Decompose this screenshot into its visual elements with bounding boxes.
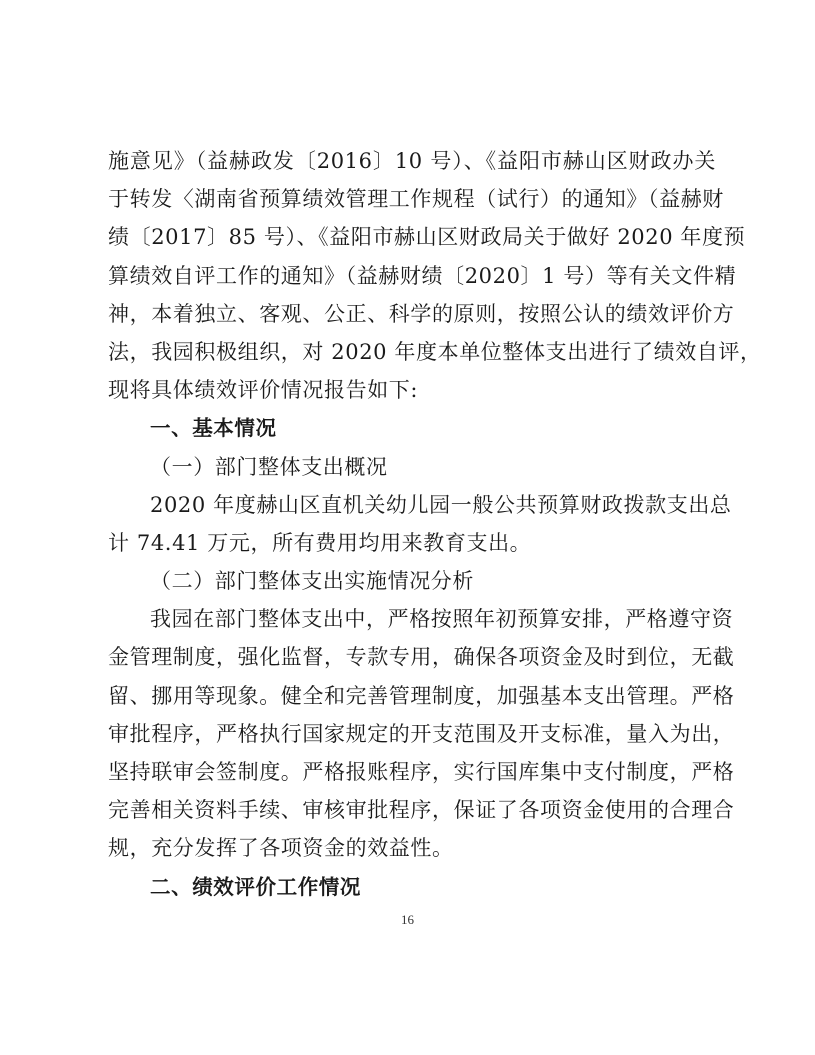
page-number: 16 — [401, 912, 414, 927]
paragraph-line: 坚持联审会签制度。严格报账程序，实行国库集中支付制度，严格 — [108, 760, 735, 784]
paragraph-line: 绩〔2017〕85 号）、《益阳市赫山区财政局关于做好 2020 年度预 — [108, 225, 746, 250]
paragraph-line: 完善相关资料手续、审核审批程序，保证了各项资金使用的合理合 — [108, 798, 735, 823]
paragraph-line: 我园在部门整体支出中，严格按照年初预算安排，严格遵守资 — [150, 607, 734, 632]
paragraph-line: 计 74.41 万元，所有费用均用来教育支出。 — [108, 530, 532, 555]
section-heading-basic-info: 一、基本情况 — [150, 416, 277, 441]
paragraph-line: 神，本着独立、客观、公正、科学的原则，按照公认的绩效评价方 — [108, 301, 735, 326]
paragraph-line: 现将具体绩效评价情况报告如下: — [108, 378, 419, 403]
paragraph-line: 于转发〈湖南省预算绩效管理工作规程（试行）的通知》（益赫财 — [108, 187, 724, 212]
subsection-heading-expenditure-overview: （一）部门整体支出概况 — [150, 454, 388, 479]
subsection-heading-implementation-analysis: （二）部门整体支出实施情况分析 — [150, 569, 474, 594]
paragraph-line: 2020 年度赫山区直机关幼儿园一般公共预算财政拨款支出总 — [150, 492, 732, 517]
paragraph-line: 金管理制度，强化监督，专款专用，确保各项资金及时到位，无截 — [108, 645, 735, 670]
paragraph-line: 规，充分发挥了各项资金的效益性。 — [108, 836, 454, 861]
paragraph-line: 算绩效自评工作的通知》（益赫财绩〔2020〕1 号）等有关文件精 — [108, 263, 737, 288]
paragraph-line: 留、挪用等现象。健全和完善管理制度，加强基本支出管理。严格 — [108, 683, 735, 708]
section-heading-evaluation-work: 二、绩效评价工作情况 — [150, 874, 361, 899]
paragraph-line: 法，我园积极组织，对 2020 年度本单位整体支出进行了绩效自评， — [108, 339, 762, 364]
paragraph-line: 施意见》（益赫政发〔2016〕10 号）、《益阳市赫山区财政办关 — [108, 149, 716, 173]
paragraph-line: 审批程序，严格执行国家规定的开支范围及开支标准，量入为出， — [108, 721, 735, 746]
document-body — [108, 142, 762, 906]
